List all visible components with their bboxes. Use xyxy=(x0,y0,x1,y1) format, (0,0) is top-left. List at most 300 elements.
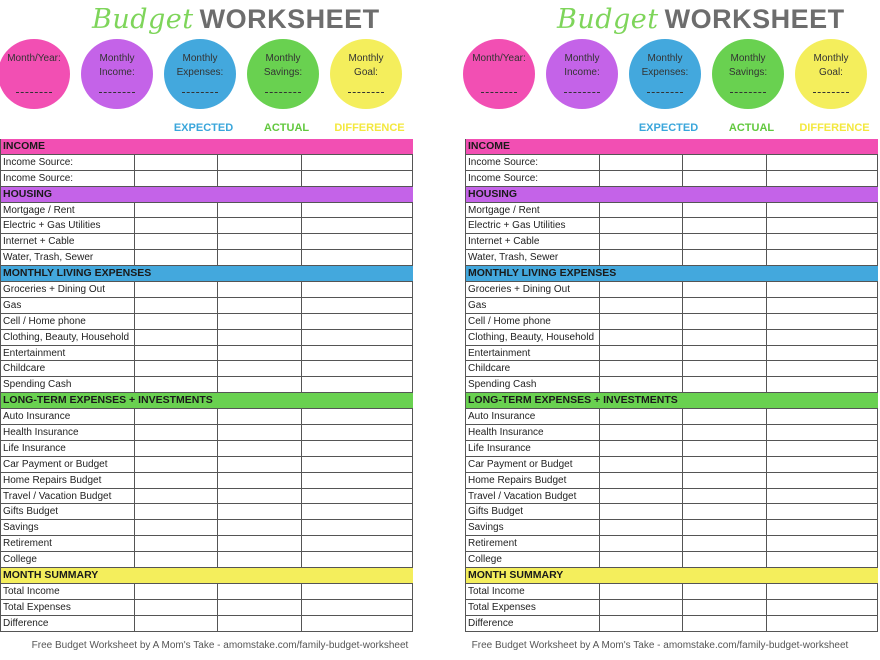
row-label: Travel / Vacation Budget xyxy=(468,490,577,502)
actual-cell[interactable] xyxy=(217,155,302,170)
circle-fill-line[interactable] xyxy=(813,92,849,93)
expected-cell[interactable] xyxy=(134,346,218,361)
expected-cell[interactable] xyxy=(599,171,683,186)
expected-cell[interactable] xyxy=(134,155,218,170)
actual-cell[interactable] xyxy=(682,616,767,631)
column-headers xyxy=(627,122,877,138)
summary-circles xyxy=(0,39,408,111)
difference-cell[interactable] xyxy=(766,282,851,297)
section-header xyxy=(1,266,413,282)
difference-cell[interactable] xyxy=(301,584,386,599)
section-header xyxy=(466,568,878,584)
actual-cell[interactable] xyxy=(682,536,767,551)
table-row xyxy=(1,409,413,425)
difference-cell[interactable] xyxy=(766,536,851,551)
row-label: Auto Insurance xyxy=(468,411,536,423)
difference-cell[interactable] xyxy=(766,361,851,376)
actual-cell[interactable] xyxy=(217,314,302,329)
section-title: MONTHLY LIVING EXPENSES xyxy=(3,267,152,280)
expected-cell[interactable] xyxy=(599,361,683,376)
table-row xyxy=(466,520,878,536)
expected-cell[interactable] xyxy=(134,425,218,440)
actual-cell[interactable] xyxy=(217,504,302,519)
section-title: LONG-TERM EXPENSES + INVESTMENTS xyxy=(3,394,213,407)
row-label: Total Expenses xyxy=(468,601,536,613)
difference-cell[interactable] xyxy=(766,234,851,249)
row-label: Gifts Budget xyxy=(468,506,524,518)
expected-cell[interactable] xyxy=(599,552,683,567)
row-label: Water, Trash, Sewer xyxy=(3,252,94,264)
table-row xyxy=(1,520,413,536)
title-script: Budget xyxy=(557,4,659,35)
circle-fill-line[interactable] xyxy=(182,92,218,93)
circle-label: Monthly Goal: xyxy=(813,53,849,78)
worksheet-title xyxy=(92,4,380,44)
actual-cell[interactable] xyxy=(217,489,302,504)
column-header: DIFFERENCE xyxy=(799,122,870,134)
expected-cell[interactable] xyxy=(134,218,218,233)
table-row xyxy=(1,361,413,377)
table-row xyxy=(1,203,413,219)
difference-cell[interactable] xyxy=(766,457,851,472)
circle-label: Monthly Income: xyxy=(564,53,600,78)
expected-cell[interactable] xyxy=(134,504,218,519)
actual-cell[interactable] xyxy=(217,584,302,599)
worksheet-title xyxy=(557,4,845,44)
budget-table xyxy=(465,139,878,632)
row-label: Water, Trash, Sewer xyxy=(468,252,559,264)
footer-credit: Free Budget Worksheet by A Mom's Take - amomstake.com/family-budget-worksheet xyxy=(31,640,409,651)
table-row xyxy=(1,457,413,473)
summary-circle xyxy=(546,39,618,109)
actual-cell[interactable] xyxy=(682,171,767,186)
summary-circle xyxy=(247,39,319,109)
table-row xyxy=(1,218,413,234)
expected-cell[interactable] xyxy=(599,457,683,472)
expected-cell[interactable] xyxy=(134,441,218,456)
difference-cell[interactable] xyxy=(301,600,386,615)
section-header xyxy=(1,393,413,409)
actual-cell[interactable] xyxy=(682,377,767,392)
difference-cell[interactable] xyxy=(301,250,386,265)
table-row xyxy=(466,409,878,425)
actual-cell[interactable] xyxy=(217,330,302,345)
difference-cell[interactable] xyxy=(766,425,851,440)
summary-circle xyxy=(330,39,402,109)
difference-cell[interactable] xyxy=(766,552,851,567)
expected-cell[interactable] xyxy=(599,584,683,599)
difference-cell[interactable] xyxy=(301,616,386,631)
row-label: College xyxy=(468,554,502,566)
column-header: EXPECTED xyxy=(173,122,234,134)
difference-cell[interactable] xyxy=(766,441,851,456)
actual-cell[interactable] xyxy=(217,298,302,313)
summary-circle xyxy=(712,39,784,109)
difference-cell[interactable] xyxy=(766,250,851,265)
table-row xyxy=(466,346,878,362)
table-row xyxy=(466,250,878,266)
row-label: Savings xyxy=(468,522,504,534)
expected-cell[interactable] xyxy=(134,171,218,186)
expected-cell[interactable] xyxy=(599,441,683,456)
circle-fill-line[interactable] xyxy=(16,92,52,93)
row-label: Entertainment xyxy=(3,347,66,359)
title-script: Budget xyxy=(92,4,194,35)
expected-cell[interactable] xyxy=(599,250,683,265)
actual-cell[interactable] xyxy=(217,250,302,265)
expected-cell[interactable] xyxy=(599,536,683,551)
actual-cell[interactable] xyxy=(217,552,302,567)
table-row xyxy=(1,584,413,600)
actual-cell[interactable] xyxy=(682,155,767,170)
row-label: Internet + Cable xyxy=(468,236,540,248)
row-label: Difference xyxy=(3,617,49,629)
summary-circle xyxy=(463,39,535,109)
actual-cell[interactable] xyxy=(682,504,767,519)
expected-cell[interactable] xyxy=(134,600,218,615)
table-row xyxy=(466,425,878,441)
footer-credit: Free Budget Worksheet by A Mom's Take - amomstake.com/family-budget-worksheet xyxy=(471,640,849,651)
summary-circle xyxy=(629,39,701,109)
actual-cell[interactable] xyxy=(682,600,767,615)
actual-cell[interactable] xyxy=(682,520,767,535)
actual-cell[interactable] xyxy=(682,473,767,488)
summary-circle xyxy=(0,39,70,109)
row-label: Electric + Gas Utilities xyxy=(468,220,566,232)
expected-cell[interactable] xyxy=(599,218,683,233)
row-label: Income Source: xyxy=(468,156,539,168)
table-row xyxy=(466,473,878,489)
expected-cell[interactable] xyxy=(599,425,683,440)
expected-cell[interactable] xyxy=(134,473,218,488)
row-label: Retirement xyxy=(468,538,517,550)
actual-cell[interactable] xyxy=(217,600,302,615)
section-title: MONTHLY LIVING EXPENSES xyxy=(468,267,617,280)
actual-cell[interactable] xyxy=(217,171,302,186)
summary-circle xyxy=(164,39,236,109)
difference-cell[interactable] xyxy=(301,298,386,313)
expected-cell[interactable] xyxy=(599,234,683,249)
summary-circle xyxy=(81,39,153,109)
row-label: Total Expenses xyxy=(3,601,71,613)
row-label: Childcare xyxy=(3,363,46,375)
row-label: Mortgage / Rent xyxy=(3,204,75,216)
actual-cell[interactable] xyxy=(682,346,767,361)
actual-cell[interactable] xyxy=(217,425,302,440)
expected-cell[interactable] xyxy=(599,282,683,297)
table-row xyxy=(1,234,413,250)
sheet-content xyxy=(0,0,412,660)
actual-cell[interactable] xyxy=(682,425,767,440)
expected-cell[interactable] xyxy=(134,520,218,535)
row-label: Clothing, Beauty, Household xyxy=(3,331,130,343)
expected-cell[interactable] xyxy=(599,377,683,392)
row-label: Life Insurance xyxy=(468,442,531,454)
actual-cell[interactable] xyxy=(217,234,302,249)
actual-cell[interactable] xyxy=(682,250,767,265)
section-header xyxy=(466,266,878,282)
difference-cell[interactable] xyxy=(301,441,386,456)
circle-label: Monthly Expenses: xyxy=(641,53,689,78)
section-header xyxy=(466,393,878,409)
difference-cell[interactable] xyxy=(301,203,386,218)
actual-cell[interactable] xyxy=(682,314,767,329)
difference-cell[interactable] xyxy=(301,504,386,519)
circle-fill-line[interactable] xyxy=(730,92,766,93)
section-title: HOUSING xyxy=(3,187,53,200)
actual-cell[interactable] xyxy=(217,361,302,376)
actual-cell[interactable] xyxy=(217,441,302,456)
table-row xyxy=(466,600,878,616)
difference-cell[interactable] xyxy=(766,584,851,599)
row-label: Entertainment xyxy=(468,347,531,359)
section-header xyxy=(466,139,878,155)
column-header: ACTUAL xyxy=(263,122,310,134)
expected-cell[interactable] xyxy=(134,584,218,599)
actual-cell[interactable] xyxy=(682,409,767,424)
actual-cell[interactable] xyxy=(217,520,302,535)
difference-cell[interactable] xyxy=(301,377,386,392)
difference-cell[interactable] xyxy=(301,489,386,504)
expected-cell[interactable] xyxy=(134,377,218,392)
expected-cell[interactable] xyxy=(134,203,218,218)
circle-fill-line[interactable] xyxy=(647,92,683,93)
circle-label: Month/Year: xyxy=(7,53,61,64)
difference-cell[interactable] xyxy=(301,409,386,424)
expected-cell[interactable] xyxy=(134,457,218,472)
row-label: Childcare xyxy=(468,363,511,375)
circle-fill-line[interactable] xyxy=(265,92,301,93)
expected-cell[interactable] xyxy=(134,330,218,345)
actual-cell[interactable] xyxy=(682,330,767,345)
actual-cell[interactable] xyxy=(682,457,767,472)
row-label: Spending Cash xyxy=(3,379,72,391)
difference-cell[interactable] xyxy=(766,600,851,615)
actual-cell[interactable] xyxy=(217,218,302,233)
summary-circle xyxy=(795,39,867,109)
actual-cell[interactable] xyxy=(217,377,302,392)
difference-cell[interactable] xyxy=(301,425,386,440)
actual-cell[interactable] xyxy=(682,441,767,456)
difference-cell[interactable] xyxy=(301,330,386,345)
row-label: Income Source: xyxy=(468,172,539,184)
table-row xyxy=(466,441,878,457)
row-label: Mortgage / Rent xyxy=(468,204,540,216)
row-label: Total Income xyxy=(468,585,525,597)
table-row xyxy=(1,552,413,568)
column-headers xyxy=(162,122,412,138)
table-row xyxy=(1,616,413,632)
expected-cell[interactable] xyxy=(599,616,683,631)
row-label: Difference xyxy=(468,617,514,629)
title-bold: WORKSHEET xyxy=(199,4,380,34)
table-row xyxy=(466,584,878,600)
difference-cell[interactable] xyxy=(766,489,851,504)
difference-cell[interactable] xyxy=(301,314,386,329)
table-row xyxy=(466,282,878,298)
expected-cell[interactable] xyxy=(134,489,218,504)
table-row xyxy=(1,489,413,505)
actual-cell[interactable] xyxy=(217,536,302,551)
difference-cell[interactable] xyxy=(301,171,386,186)
circle-label: Monthly Income: xyxy=(99,53,135,78)
table-row xyxy=(466,377,878,393)
actual-cell[interactable] xyxy=(217,409,302,424)
row-label: Travel / Vacation Budget xyxy=(3,490,112,502)
table-row xyxy=(1,441,413,457)
row-label: Groceries + Dining Out xyxy=(468,284,570,296)
difference-cell[interactable] xyxy=(766,218,851,233)
actual-cell[interactable] xyxy=(682,234,767,249)
expected-cell[interactable] xyxy=(599,600,683,615)
difference-cell[interactable] xyxy=(766,616,851,631)
table-row xyxy=(466,361,878,377)
row-label: Clothing, Beauty, Household xyxy=(468,331,595,343)
section-title: INCOME xyxy=(468,140,510,152)
table-row xyxy=(466,218,878,234)
row-label: Health Insurance xyxy=(468,427,544,439)
difference-cell[interactable] xyxy=(301,155,386,170)
difference-cell[interactable] xyxy=(301,361,386,376)
table-row xyxy=(1,171,413,187)
expected-cell[interactable] xyxy=(599,473,683,488)
actual-cell[interactable] xyxy=(682,584,767,599)
difference-cell[interactable] xyxy=(301,473,386,488)
table-row xyxy=(1,536,413,552)
difference-cell[interactable] xyxy=(766,298,851,313)
actual-cell[interactable] xyxy=(217,473,302,488)
expected-cell[interactable] xyxy=(134,314,218,329)
row-label: Car Payment or Budget xyxy=(3,458,108,470)
section-header xyxy=(1,187,413,203)
expected-cell[interactable] xyxy=(599,504,683,519)
section-title: MONTH SUMMARY xyxy=(3,569,99,582)
table-row xyxy=(1,250,413,266)
column-header: ACTUAL xyxy=(728,122,775,134)
difference-cell[interactable] xyxy=(766,171,851,186)
table-row xyxy=(1,346,413,362)
difference-cell[interactable] xyxy=(301,552,386,567)
table-row xyxy=(466,504,878,520)
row-label: Home Repairs Budget xyxy=(3,474,102,486)
difference-cell[interactable] xyxy=(301,234,386,249)
table-row xyxy=(466,314,878,330)
difference-cell[interactable] xyxy=(766,409,851,424)
expected-cell[interactable] xyxy=(599,203,683,218)
difference-cell[interactable] xyxy=(766,473,851,488)
circle-fill-line[interactable] xyxy=(99,92,135,93)
expected-cell[interactable] xyxy=(599,409,683,424)
actual-cell[interactable] xyxy=(682,282,767,297)
table-row xyxy=(466,536,878,552)
budget-table xyxy=(0,139,413,632)
expected-cell[interactable] xyxy=(134,234,218,249)
table-row xyxy=(466,171,878,187)
difference-cell[interactable] xyxy=(766,504,851,519)
row-label: Health Insurance xyxy=(3,427,79,439)
actual-cell[interactable] xyxy=(217,282,302,297)
expected-cell[interactable] xyxy=(599,155,683,170)
expected-cell[interactable] xyxy=(134,616,218,631)
difference-cell[interactable] xyxy=(766,314,851,329)
row-label: Electric + Gas Utilities xyxy=(3,220,101,232)
section-title: INCOME xyxy=(3,140,45,152)
table-row xyxy=(1,282,413,298)
difference-cell[interactable] xyxy=(766,377,851,392)
title-bold: WORKSHEET xyxy=(664,4,845,34)
section-header xyxy=(1,568,413,584)
expected-cell[interactable] xyxy=(599,330,683,345)
difference-cell[interactable] xyxy=(301,282,386,297)
row-label: Internet + Cable xyxy=(3,236,75,248)
actual-cell[interactable] xyxy=(682,203,767,218)
expected-cell[interactable] xyxy=(134,282,218,297)
table-row xyxy=(1,425,413,441)
difference-cell[interactable] xyxy=(766,346,851,361)
actual-cell[interactable] xyxy=(217,457,302,472)
summary-circles xyxy=(463,39,873,111)
table-row xyxy=(1,314,413,330)
expected-cell[interactable] xyxy=(599,314,683,329)
table-row xyxy=(1,155,413,171)
difference-cell[interactable] xyxy=(766,520,851,535)
table-row xyxy=(466,552,878,568)
expected-cell[interactable] xyxy=(599,298,683,313)
difference-cell[interactable] xyxy=(766,203,851,218)
expected-cell[interactable] xyxy=(134,536,218,551)
row-label: Total Income xyxy=(3,585,60,597)
row-label: Groceries + Dining Out xyxy=(3,284,105,296)
row-label: Retirement xyxy=(3,538,52,550)
actual-cell[interactable] xyxy=(217,616,302,631)
actual-cell[interactable] xyxy=(217,346,302,361)
row-label: Income Source: xyxy=(3,172,74,184)
row-label: Cell / Home phone xyxy=(3,315,86,327)
circle-fill-line[interactable] xyxy=(564,92,600,93)
expected-cell[interactable] xyxy=(134,298,218,313)
actual-cell[interactable] xyxy=(682,489,767,504)
circle-fill-line[interactable] xyxy=(348,92,384,93)
difference-cell[interactable] xyxy=(301,218,386,233)
difference-cell[interactable] xyxy=(301,346,386,361)
row-label: Home Repairs Budget xyxy=(468,474,567,486)
difference-cell[interactable] xyxy=(766,155,851,170)
row-label: Gas xyxy=(3,299,22,311)
actual-cell[interactable] xyxy=(682,552,767,567)
actual-cell[interactable] xyxy=(682,298,767,313)
expected-cell[interactable] xyxy=(134,409,218,424)
worksheet-copy-right xyxy=(440,0,880,660)
row-label: Car Payment or Budget xyxy=(468,458,573,470)
expected-cell[interactable] xyxy=(134,250,218,265)
difference-cell[interactable] xyxy=(766,330,851,345)
table-row xyxy=(466,330,878,346)
difference-cell[interactable] xyxy=(301,457,386,472)
expected-cell[interactable] xyxy=(599,346,683,361)
expected-cell[interactable] xyxy=(599,520,683,535)
expected-cell[interactable] xyxy=(599,489,683,504)
circle-fill-line[interactable] xyxy=(481,92,517,93)
table-row xyxy=(466,489,878,505)
difference-cell[interactable] xyxy=(301,520,386,535)
actual-cell[interactable] xyxy=(682,361,767,376)
actual-cell[interactable] xyxy=(217,203,302,218)
difference-cell[interactable] xyxy=(301,536,386,551)
expected-cell[interactable] xyxy=(134,552,218,567)
actual-cell[interactable] xyxy=(682,218,767,233)
row-label: Life Insurance xyxy=(3,442,66,454)
expected-cell[interactable] xyxy=(134,361,218,376)
